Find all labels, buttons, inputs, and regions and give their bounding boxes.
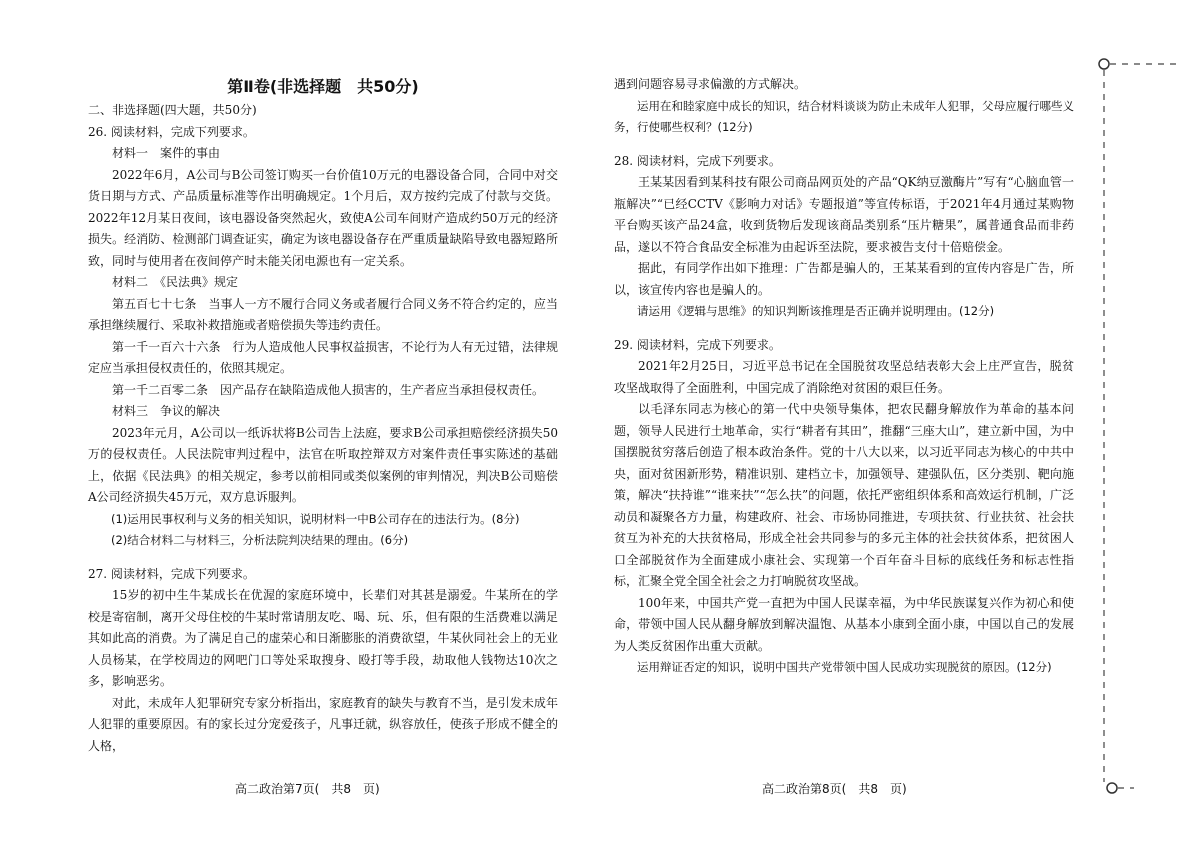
binding-hole-bottom-icon xyxy=(1107,783,1117,793)
question-27-text-1: 15岁的初中生牛某成长在优渥的家庭环境中，长辈们对其甚是溺爱。牛某所在的学校是寄宿制，离开父母住校的牛某时常请朋友吃、喝、玩、乐，但有限的生活费难以满足其如此高的消费。为了满足自己的虚荣心和日渐膨胀的消费欲望，牛某伙同社会上的无业人员杨某，在学校周边的网吧门口等处采取搜身、殴打等手段，劫取他人钱物达10次之多，影响恶劣。 xyxy=(88,588,558,688)
question-27-continued: 遇到问题容易寻求偏激的方式解决。 xyxy=(614,77,807,91)
article-577: 第五百七十七条 当事人一方不履行合同义务或者履行合同义务不符合约定的，应当承担继续履行、采取补救措施或者赔偿损失等违约责任。 xyxy=(88,296,558,332)
question-28-ask: 请运用《逻辑与思维》的知识判断该推理是否正确并说明理由。(12分) xyxy=(637,304,995,318)
material-1-text: 2022年6月，A公司与B公司签订购买一台价值10万元的电器设备合同，合同中对交货日期与方式、产品质量标准等作出明确规定。1个月后，双方按约完成了付款与交货。2022年12月某日夜间，该电器设备突然起火，致使A公司车间财产造成约50万元的经济损失。经消防、检测部门调查证实，确定为该电器设备存在严重质量缺陷导致电器短路所致，同时与使用者在夜间停产时未能关闭电源也有一定关系。 xyxy=(88,167,558,268)
left-page xyxy=(88,0,558,757)
material-3-title: 材料三 争议的解决 xyxy=(112,404,221,418)
question-28-heading: 28. 阅读材料，完成下列要求。 xyxy=(614,153,781,168)
question-27-ask: 运用在和睦家庭中成长的知识，结合材料谈谈为防止未成年人犯罪，父母应履行哪些义务，行使哪些权利？(12分) xyxy=(614,98,1074,134)
article-1166: 第一千一百六十六条 行为人造成他人民事权益损害，不论行为人有无过错，法律规定应当承担侵权责任的，依照其规定。 xyxy=(88,339,558,375)
question-29-ask: 运用辩证否定的知识，说明中国共产党带领中国人民成功实现脱贫的原因。(12分) xyxy=(637,660,1052,674)
page-footer-left: 高二政治第7页( 共8 页) xyxy=(235,782,380,796)
question-29-text-3: 100年来，中国共产党一直把为中国人民谋幸福，为中华民族谋复兴作为初心和使命，带领中国人民从翻身解放到解决温饱、从基本小康到全面小康，中国以自己的发展为人类反贫困作出重大贡献。 xyxy=(614,595,1074,653)
question-26-sub-1: (1)运用民事权利与义务的相关知识，说明材料一中B公司存在的违法行为。(8分) xyxy=(111,511,520,526)
binding-hole-top-icon xyxy=(1099,59,1109,69)
question-29-text-1: 2021年2月25日，习近平总书记在全国脱贫攻坚总结表彰大会上庄严宣告，脱贫攻坚战取得了全面胜利，中国完成了消除绝对贫困的艰巨任务。 xyxy=(614,359,1074,395)
question-27-text-2: 对此，未成年人犯罪研究专家分析指出，家庭教育的缺失与教育不当，是引发未成年人犯罪的重要原因。有的家长过分宠爱孩子，凡事迁就，纵容放任，使孩子形成不健全的人格， xyxy=(88,695,558,753)
question-26-heading: 26. 阅读材料，完成下列要求。 xyxy=(88,124,255,139)
material-1-title: 材料一 案件的事由 xyxy=(112,146,221,160)
material-3-text: 2023年元月，A公司以一纸诉状将B公司告上法庭，要求B公司承担赔偿经济损失50万的侵权责任。人民法院审判过程中，法官在听取控辩双方对案件责任事实陈述的基础上，依据《民法典》的相关规定，参考以前相同或类似案例的审判情况，判决B公司赔偿A公司经济损失45万元，双方息诉服判。 xyxy=(88,425,558,504)
binding-line xyxy=(1098,56,1178,796)
article-1202: 第一千二百零二条 因产品存在缺陷造成他人损害的，生产者应当承担侵权责任。 xyxy=(112,382,545,397)
section-heading: 二、非选择题(四大题，共50分) xyxy=(88,103,257,117)
page-footer-right: 高二政治第8页( 共8 页) xyxy=(762,782,907,796)
question-27-heading: 27. 阅读材料，完成下列要求。 xyxy=(88,566,255,581)
question-28-text-2: 据此，有同学作出如下推理：广告都是骗人的，王某某看到的宣传内容是广告，所以，该宣传内容也是骗人的。 xyxy=(614,261,1074,297)
material-2-title: 材料二 《民法典》规定 xyxy=(112,275,239,289)
question-29-heading: 29. 阅读材料，完成下列要求。 xyxy=(614,337,781,352)
paper-section-title: 第Ⅱ卷(非选择题 共50分) xyxy=(227,77,419,96)
right-page xyxy=(614,0,1074,679)
question-29-text-2: 以毛泽东同志为核心的第一代中央领导集体，把农民翻身解放作为革命的基本问题，领导人民进行土地革命，实行“耕者有其田”，推翻“三座大山”，建立新中国，为中国摆脱贫穷落后创造了根本政治条件。党的十八大以来，以习近平同志为核心的中共中央，面对贫困新形势，精准识别、建档立卡，加强领导、建强队伍，区分类别、靶向施策，解决“扶持谁”“谁来扶”“怎么扶”的问题，依托严密组织体系和高效运行机制，广泛动员和凝聚各方力量，构建政府、社会、市场协同推进，专项扶贫、行业扶贫、社会扶贫互为补充的大扶贫格局，形成全社会共同参与的多元主体的社会扶贫体系，把贫困人口全部脱贫作为全面建成小康社会、实现第一个百年奋斗目标的底线任务和标志性指标，汇聚全党全国全社会之力打响脱贫攻坚战。 xyxy=(614,402,1074,588)
question-26-sub-2: (2)结合材料二与材料三，分析法院判决结果的理由。(6分) xyxy=(111,533,409,547)
question-28-text-1: 王某某因看到某科技有限公司商品网页处的产品“QK纳豆激酶片”写有“心脑血管一瓶解决”“已经CCTV《影响力对话》专题报道”等宣传标语，于2021年4月通过某购物平台购买该产品24盒，收到货物后发现该商品类别系“压片糖果”，属普通食品而非药品，遂以不符合食品安全标准为由起诉至法院，要求被告支付十倍赔偿金。 xyxy=(614,175,1074,254)
